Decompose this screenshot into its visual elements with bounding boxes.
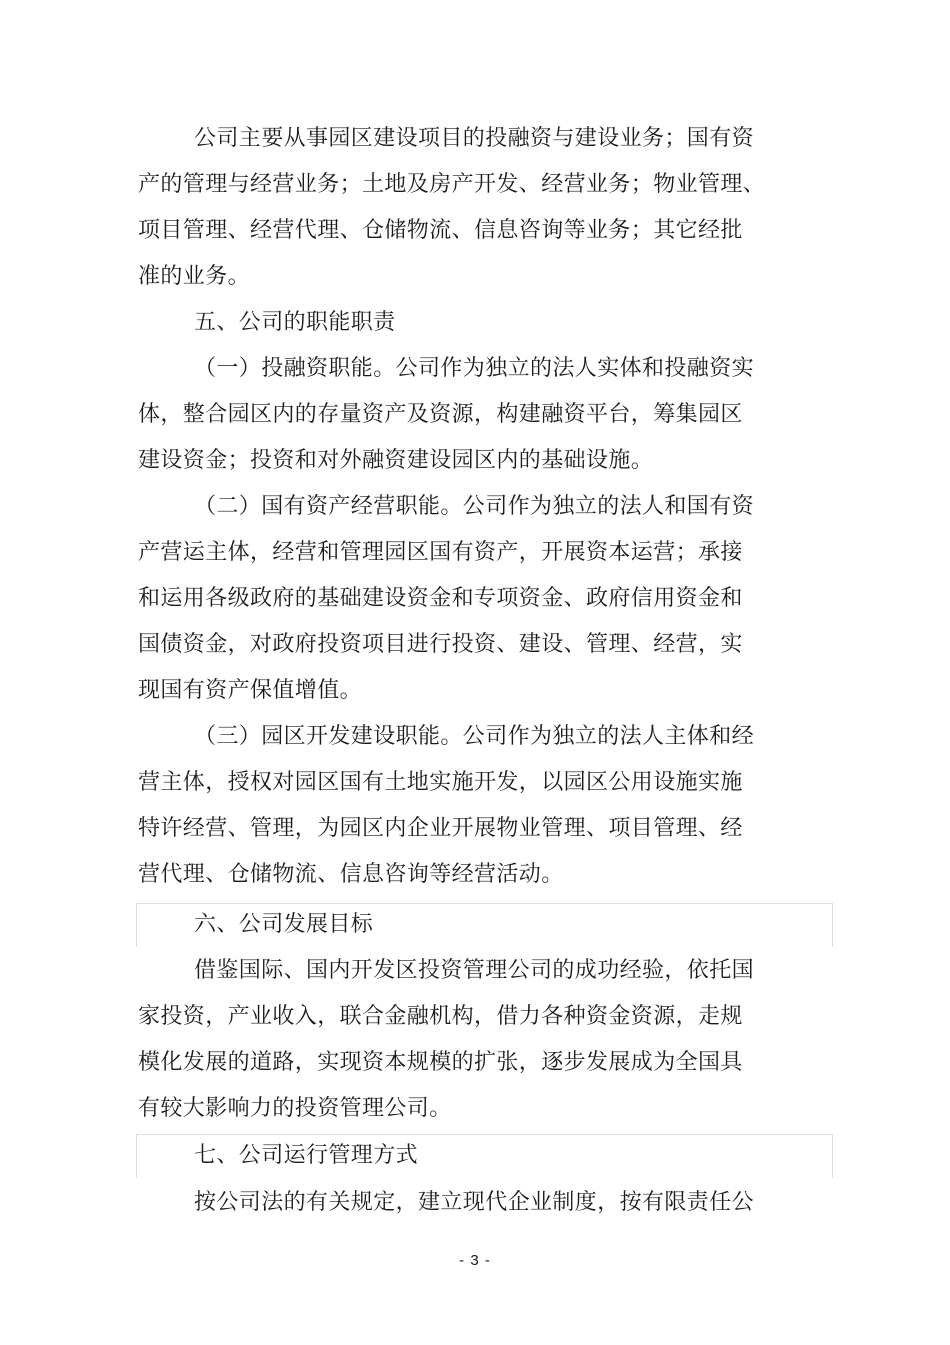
section-five-heading: 五、公司的职能职责 [194,310,396,335]
paragraph-state-assets-line-3: 和运用各级政府的基础建设资金和专项资金、政府信用资金和 [138,586,743,611]
paragraph-goals-line-1: 借鉴国际、国内开发区投资管理公司的成功经验，依托国 [194,958,755,983]
section-six-heading: 六、公司发展目标 [194,912,374,937]
paragraph-goals-line-3: 模化发展的道路，实现资本规模的扩张，逐步发展成为全国具 [138,1050,743,1075]
section-seven-heading: 七、公司运行管理方式 [194,1143,419,1168]
paragraph-investment-line-1: （一）投融资职能。公司作为独立的法人实体和投融资实 [194,356,755,381]
paragraph-investment-line-2: 体，整合园区内的存量资产及资源，构建融资平台，筹集园区 [138,402,743,427]
paragraph-state-assets-line-4: 国债资金，对政府投资项目进行投资、建设、管理、经营，实 [138,632,743,657]
paragraph-state-assets-line-1: （二）国有资产经营职能。公司作为独立的法人和国有资 [194,494,755,519]
page-number: - 3 - [459,1252,491,1269]
paragraph-investment-line-3: 建设资金；投资和对外融资建设园区内的基础设施。 [138,448,654,473]
paragraph-goals-line-2: 家投资，产业收入，联合金融机构，借力各种资金资源，走规 [138,1004,743,1029]
paragraph-park-development-line-1: （三）园区开发建设职能。公司作为独立的法人主体和经 [194,724,755,749]
paragraph-state-assets-line-5: 现国有资产保值增值。 [138,678,363,703]
paragraph-goals-line-4: 有较大影响力的投资管理公司。 [138,1096,452,1121]
paragraph-business-scope-line-1: 公司主要从事园区建设项目的投融资与建设业务；国有资 [194,126,755,151]
paragraph-business-scope-line-3: 项目管理、经营代理、仓储物流、信息咨询等业务；其它经批 [138,218,743,243]
paragraph-business-scope-line-4: 准的业务。 [138,264,251,289]
paragraph-business-scope-line-2: 产的管理与经营业务；土地及房产开发、经营业务；物业管理、 [138,172,766,197]
paragraph-management-line-1: 按公司法的有关规定，建立现代企业制度，按有限责任公 [194,1190,755,1215]
paragraph-park-development-line-2: 营主体，授权对园区国有土地实施开发，以园区公用设施实施 [138,770,743,795]
paragraph-state-assets-line-2: 产营运主体，经营和管理园区国有资产，开展资本运营；承接 [138,540,743,565]
paragraph-park-development-line-3: 特许经营、管理，为园区内企业开展物业管理、项目管理、经 [138,816,743,841]
paragraph-park-development-line-4: 营代理、仓储物流、信息咨询等经营活动。 [138,862,564,887]
